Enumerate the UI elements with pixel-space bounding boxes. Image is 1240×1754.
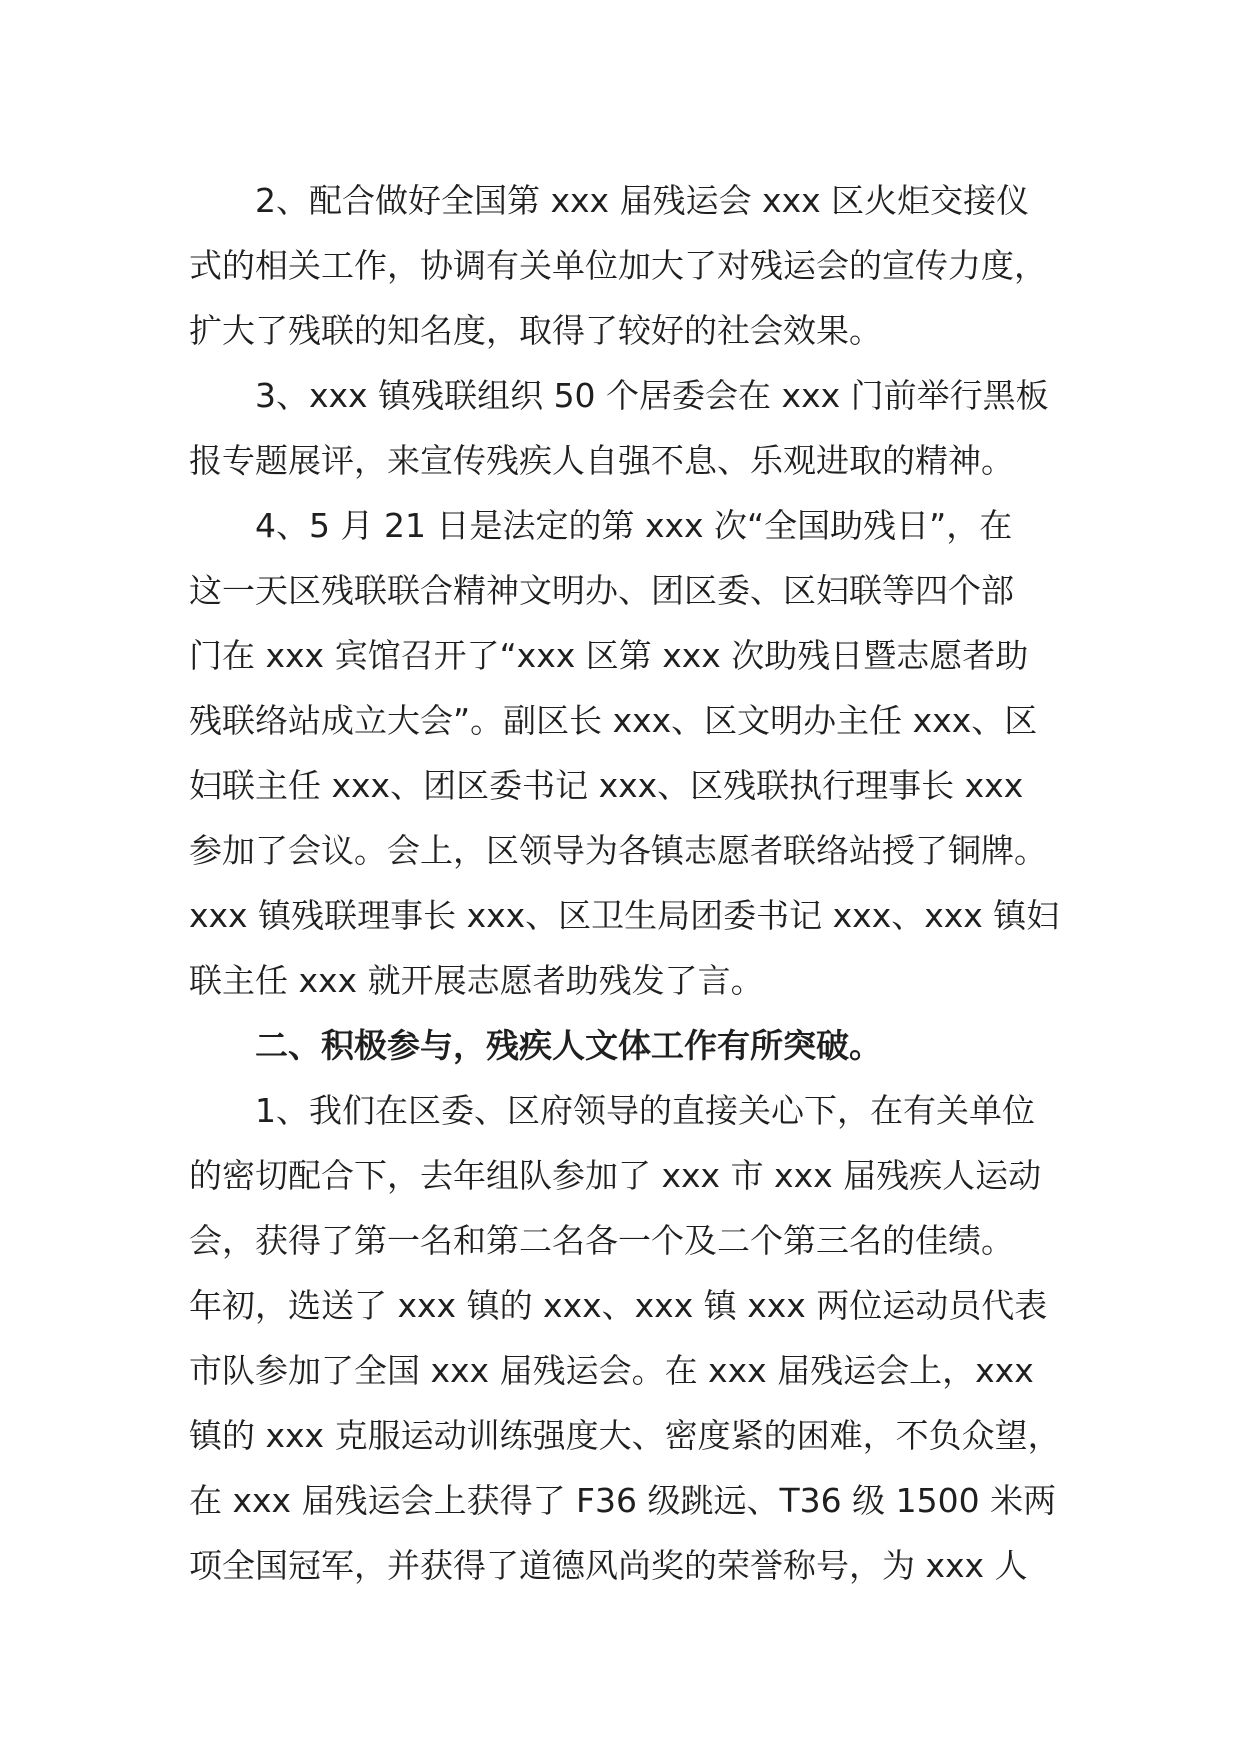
paragraph-item-1 — [189, 1078, 1059, 1598]
text-line: 联主任 xxx 就开展志愿者助残发了言。 — [189, 961, 764, 1000]
text-line: 2、配合做好全国第 xxx 届残运会 xxx 区火炬交接仪 — [255, 181, 1030, 220]
document-body — [189, 168, 1059, 1598]
paragraph-item-3 — [189, 363, 1059, 493]
paragraph-item-2 — [189, 168, 1059, 363]
text-line: 市队参加了全国 xxx 届残运会。在 xxx 届残运会上，xxx — [189, 1351, 1034, 1390]
text-line: 在 xxx 届残运会上获得了 F36 级跳远、T36 级 1500 米两 — [189, 1481, 1057, 1520]
text-line: 3、xxx 镇残联组织 50 个居委会在 xxx 门前举行黑板 — [255, 376, 1049, 415]
text-line: 扩大了残联的知名度，取得了较好的社会效果。 — [189, 311, 882, 350]
text-line: 参加了会议。会上，区领导为各镇志愿者联络站授了铜牌。 — [189, 831, 1047, 870]
section-heading-text: 二、积极参与，残疾人文体工作有所突破。 — [255, 1026, 882, 1065]
text-line: 1、我们在区委、区府领导的直接关心下，在有关单位 — [255, 1091, 1035, 1130]
text-line: 报专题展评，来宣传残疾人自强不息、乐观进取的精神。 — [189, 441, 1014, 480]
text-line: 年初，选送了 xxx 镇的 xxx、xxx 镇 xxx 两位运动员代表 — [189, 1286, 1048, 1325]
text-line: 残联络站成立大会”。副区长 xxx、区文明办主任 xxx、区 — [189, 701, 1038, 740]
text-line: 妇联主任 xxx、团区委书记 xxx、区残联执行理事长 xxx — [189, 766, 1024, 805]
text-line: 会，获得了第一名和第二名各一个及二个第三名的佳绩。 — [189, 1221, 1014, 1260]
text-line: 镇的 xxx 克服运动训练强度大、密度紧的困难，不负众望， — [189, 1416, 1061, 1455]
text-line: xxx 镇残联理事长 xxx、区卫生局团委书记 xxx、xxx 镇妇 — [189, 896, 1060, 935]
text-line: 4、5 月 21 日是法定的第 xxx 次“全国助残日”，在 — [255, 506, 1013, 545]
text-line: 式的相关工作，协调有关单位加大了对残运会的宣传力度， — [189, 246, 1047, 285]
paragraph-item-4 — [189, 493, 1059, 1013]
section-heading — [189, 1013, 1059, 1078]
text-line: 门在 xxx 宾馆召开了“xxx 区第 xxx 次助残日暨志愿者助 — [189, 636, 1029, 675]
text-line: 项全国冠军，并获得了道德风尚奖的荣誉称号，为 xxx 人 — [189, 1546, 1028, 1585]
text-line: 这一天区残联联合精神文明办、团区委、区妇联等四个部 — [189, 571, 1014, 610]
text-line: 的密切配合下，去年组队参加了 xxx 市 xxx 届残疾人运动 — [189, 1156, 1042, 1195]
